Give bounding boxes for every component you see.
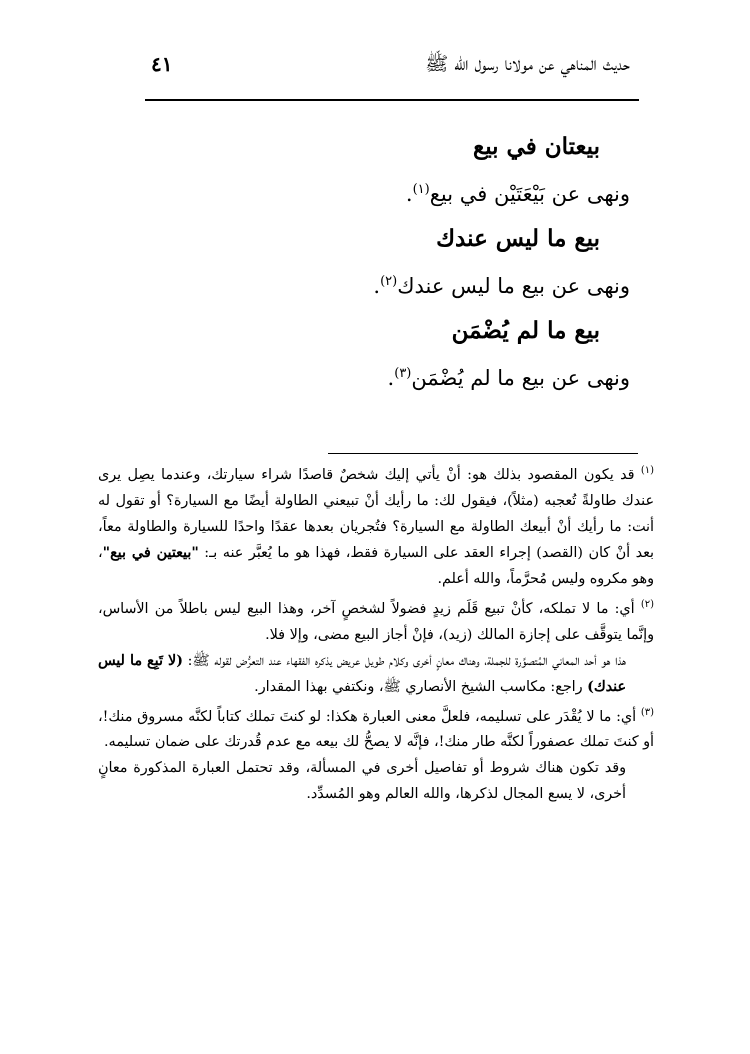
section-two-sales-in-one bbox=[170, 128, 630, 210]
header-rule bbox=[145, 99, 639, 101]
footnote-2-continuation: هذا هو أحد المعاني المُتصوَّرة للجملة، وهناك معانٍ أخرى وكلام طويل عريض يذكره الفقهاء عند التعرُّض لقوله ﷺ: (لا تَبِع ما ليس عندك) راجع: مكاسب الشيخ الأنصاري ﷺ، ونكتفي بهذا المقدار. bbox=[98, 652, 626, 695]
footnote-2: $^{(٢)}$ أي: ما لا تملكه، كأنْ تبيع قَلَم زيدٍ فضولاً لشخصٍ آخر، وهذا البيع ليس باطلاً من الأساس، وإنَّما يتوقَّف على إجازة المالك (زيد)، فإنْ أجاز البيع مضى، وإلا فلا. bbox=[98, 598, 655, 643]
page-number: ٤١ bbox=[151, 52, 173, 76]
footnote-ref[interactable]: (٢) bbox=[380, 274, 398, 289]
footnote-ref[interactable]: (٣) bbox=[394, 366, 412, 381]
section-heading: بيع ما لم يُضْمَن bbox=[451, 317, 600, 344]
footnotes bbox=[98, 458, 654, 807]
main-content bbox=[170, 120, 630, 394]
running-title: حديث المناهي عن مولانا رسول الله ﷺ bbox=[425, 53, 630, 75]
footnote-ref[interactable]: (١) bbox=[412, 182, 430, 197]
footnote-separator bbox=[328, 453, 638, 454]
section-sale-not-owned bbox=[170, 220, 630, 302]
footnote-3-continuation: وقد تكون هناك شروط أو تفاصيل أخرى في المسألة، وقد تحتمل العبارة المذكورة معانٍ أخرى، لا يسع المجال لذكرها، والله العالم وهو المُسدِّد. bbox=[98, 760, 626, 803]
page-header bbox=[145, 52, 640, 82]
footnote-number: (١) bbox=[640, 465, 655, 476]
footnote-number: (٢) bbox=[640, 598, 655, 610]
footnote-1: $^{(١)}$ قد يكون المقصود بذلك هو: أنْ يأتي إليك شخصٌ قاصدًا شراء سيارتك، وعندما يصِل يرى عندك طاولةً تُعجبه (مثلاً)، فيقول لك: ما رأيك أنْ تبيعني الطاولة أيضًا مع السيارة؟ أو تقول له أنت: ما رأيك أنْ أبيعك الطاولة مع السيارة؟ فتُجريان بعدها عقدًا واحدًا للسيارة والطاولة معاً، بعد أنْ كان (القصد) إجراء العقد على السيارة فقط، فهذا هو ما يُعبَّر عنه بـ: "بيعتين في بيع"، وهو مكروه وليس مُحرَّماً، والله أعلم. bbox=[98, 465, 655, 587]
footnote-number: (٣) bbox=[640, 706, 655, 718]
section-text: ونهى عن بيع ما ليس عندك$^{(٢)}$. bbox=[373, 274, 630, 298]
section-text: ونهى عن بيع ما لم يُضْمَن$^{(٣)}$. bbox=[387, 366, 630, 390]
section-text: ونهى عن بَيْعَتَيْن في بيع$^{(١)}$. bbox=[405, 182, 630, 206]
section-heading: بيع ما ليس عندك bbox=[436, 225, 600, 252]
section-sale-not-guaranteed bbox=[170, 312, 630, 394]
section-heading: بيعتان في بيع bbox=[472, 133, 600, 160]
footnote-3: $^{(٣)}$ أي: ما لا يُقْدَر على تسليمه، فلعلَّ معنى العبارة هكذا: لو كنتَ تملك كتاباً لكنَّه مسروق منك!، أو كنتَ تملك عصفوراً لكنَّه طار منك!، فإنَّه لا يصحُّ لك بيعه مع عدم قُدرتك على ضمان تسليمه. bbox=[98, 706, 655, 751]
